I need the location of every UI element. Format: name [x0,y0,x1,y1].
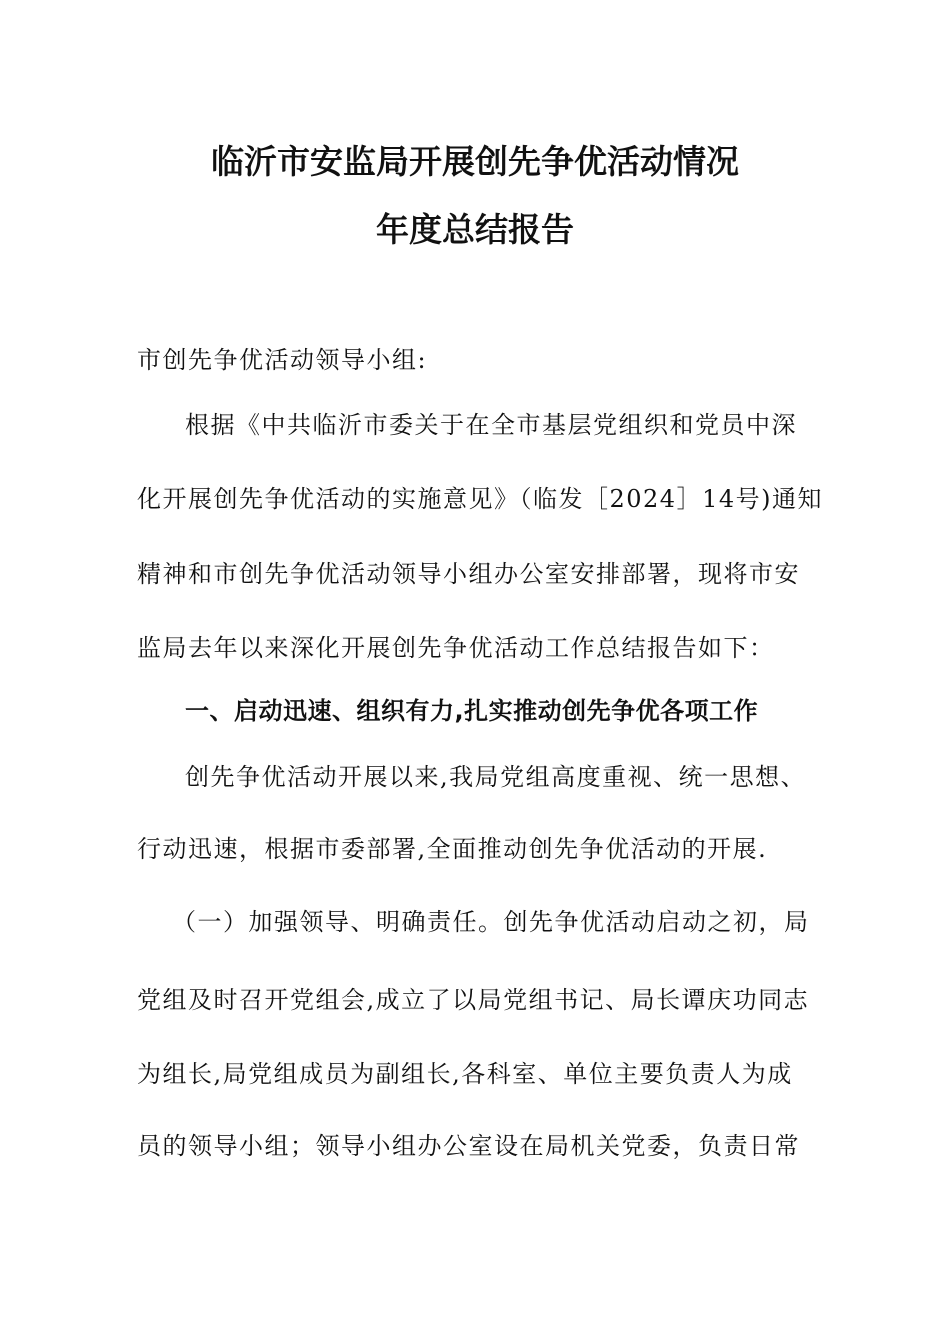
salutation: 市创先争优活动领导小组: [137,346,428,374]
section-1-heading: 一、启动迅速、组织有力,扎实推动创先争优各项工作 [185,697,759,725]
document-title-line-1: 临沂市安监局开展创先争优活动情况 [211,142,739,181]
paragraph-1-line-4: 监局去年以来深化开展创先争优活动工作总结报告如下： [137,634,775,662]
paragraph-2-line-2: 行动迅速，根据市委部署,全面推动创先争优活动的开展. [137,835,768,863]
paragraph-2-line-1: 创先争优活动开展以来,我局党组高度重视、统一思想、 [185,763,807,791]
paragraph-3-line-3: 为组长,局党组成员为副组长,各科室、单位主要负责人为成 [137,1060,793,1088]
paragraph-1-line-3: 精神和市创先争优活动领导小组办公室安排部署，现将市安 [137,560,800,588]
paragraph-1-line-2: 化开展创先争优活动的实施意见》（临发［2024］14号)通知 [137,485,823,513]
paragraph-1-line-1: 根据《中共临沂市委关于在全市基层党组织和党员中深 [185,411,797,439]
paragraph-3-line-4: 员的领导小组；领导小组办公室设在局机关党委，负责日常 [137,1132,800,1160]
paragraph-3-line-2: 党组及时召开党组会,成立了以局党组书记、局长谭庆功同志 [137,986,810,1014]
paragraph-3-line-1: （一）加强领导、明确责任。创先争优活动启动之初，局 [172,908,810,936]
document-title-line-2: 年度总结报告 [376,210,574,249]
